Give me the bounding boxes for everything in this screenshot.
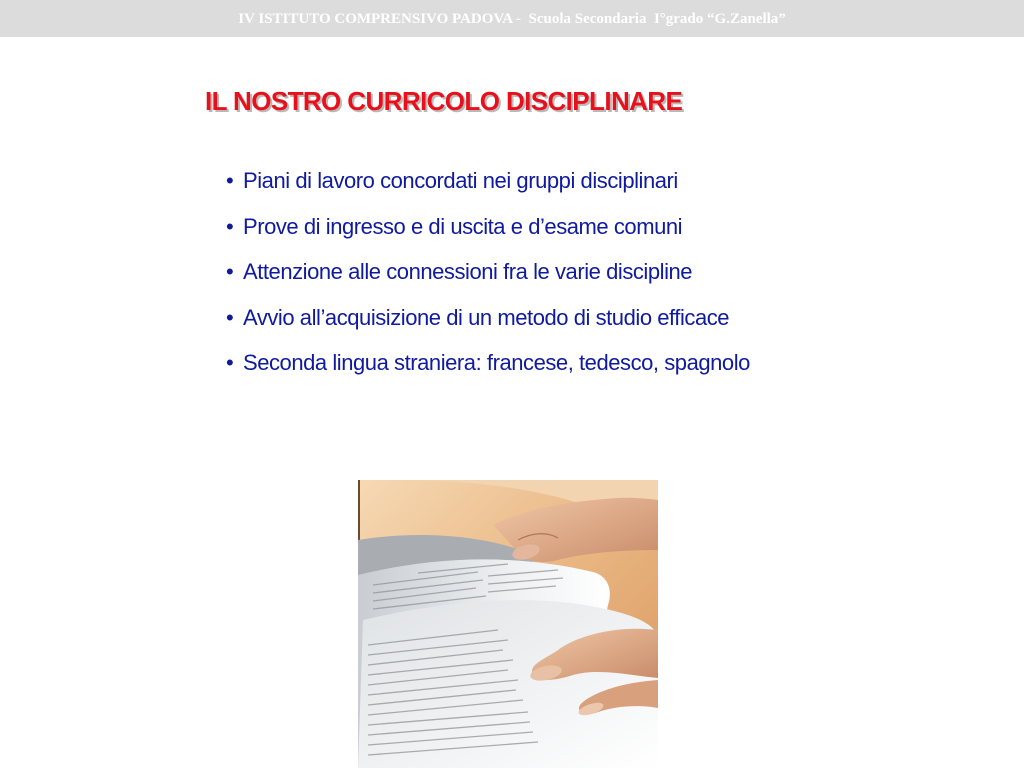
bullet-list (226, 166, 750, 394)
bullet-dot-icon: • (226, 213, 234, 239)
slide-title: IL NOSTRO CURRICOLO DISCIPLINARE (205, 86, 683, 116)
bullet-item (226, 212, 750, 258)
school-banner-text: IV ISTITUTO COMPRENSIVO PADOVA - Scuola Secondaria I°grado “G.Zanella” (238, 11, 786, 27)
bullet-dot-icon: • (226, 259, 234, 284)
open-book-illustration (358, 480, 658, 768)
bullet-item (226, 348, 750, 394)
bullet-text: Seconda lingua straniera: francese, tedesco, spagnolo (243, 350, 750, 375)
bullet-text: Avvio all’acquisizione di un metodo di studio efficace (243, 304, 730, 330)
book-reading-photo (358, 480, 658, 768)
bullet-text: Prove di ingresso e di uscita e d’esame comuni (243, 213, 683, 239)
bullet-dot-icon: • (226, 304, 234, 330)
bullet-text: Piani di lavoro concordati nei gruppi disciplinari (243, 168, 678, 193)
bullet-dot-icon: • (226, 350, 234, 375)
bullet-item (226, 257, 750, 303)
bullet-item (226, 166, 750, 212)
bullet-text: Attenzione alle connessioni fra le varie discipline (243, 259, 693, 284)
bullet-item (226, 303, 750, 349)
top-banner (0, 0, 1024, 37)
bullet-dot-icon: • (226, 168, 234, 193)
